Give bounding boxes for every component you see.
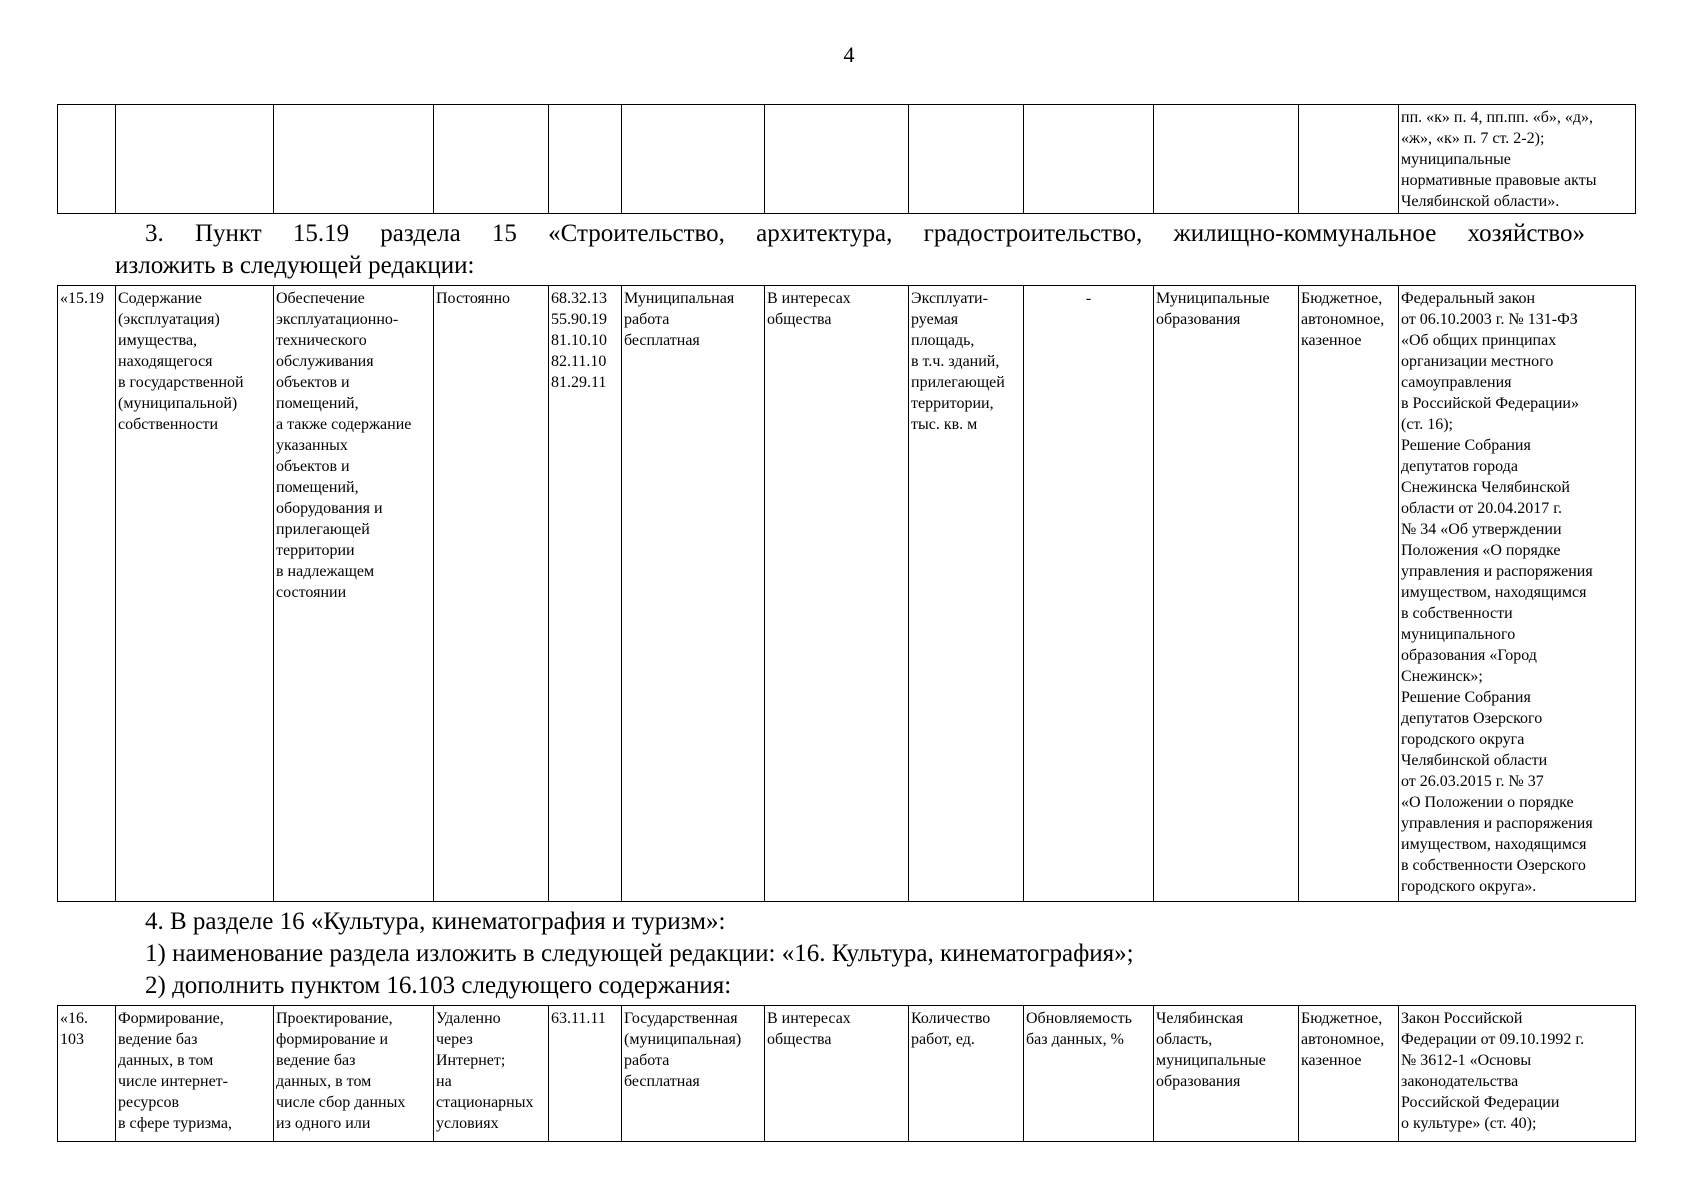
table-row xyxy=(58,286,1636,902)
cell-consumers: В интересах общества xyxy=(765,286,909,902)
cell-consumers: В интересах общества xyxy=(765,1006,909,1142)
cell-volume-indicator: Количество работ, ед. xyxy=(909,1006,1024,1142)
cell-legal-basis: пп. «к» п. 4, пп.пп. «б», «д», «ж», «к» п. 7 ст. 2-2); муниципальные нормативные правовые акты Челябинской области». xyxy=(1399,105,1636,214)
table-16-103 xyxy=(57,1005,1636,1142)
cell-8 xyxy=(909,105,1024,214)
item4-line1: 4. В разделе 16 «Культура, кинематография и туризм»: xyxy=(145,908,726,935)
cell-10 xyxy=(1154,105,1299,214)
cell-11 xyxy=(1299,105,1399,214)
cell-number: «15.19 xyxy=(58,286,116,902)
item3-line2: изложить в следующей редакции: xyxy=(115,252,475,279)
cell-legal-basis: Федеральный закон от 06.10.2003 г. № 131-ФЗ «Об общих принципах организации местного самоуправления в Российской Федерации» (ст. 16); Решение Собрания депутатов города Снежинска Челябинской области от 20.04.2017 г. № 34 «Об утверждении Положения «О порядке управления и распоряжения имуществом, находящимся в собственности муниципального образования «Город Снежинск»; Решение Собрания депутатов Озерского городского округа Челябинской области от 26.03.2015 г. № 37 «О Положении о порядке управления и распоряжения имуществом, находящимся в собственности Озерского городского округа». xyxy=(1399,286,1636,902)
cell-content: Обеспечение эксплуатационно- технического обслуживания объектов и помещений, а также содержание указанных объектов и помещений, оборудования и прилегающей территории в надлежащем состоянии xyxy=(274,286,434,902)
cell-4 xyxy=(434,105,549,214)
cell-5 xyxy=(549,105,622,214)
cell-2 xyxy=(116,105,274,214)
item3-text: 3. Пункт 15.19 раздела 15 «Строительство, архитектура, градостроительство, жилищно-коммунальное хозяйство» xyxy=(145,220,1585,247)
cell-service-name: Формирование, ведение баз данных, в том числе интернет- ресурсов в сфере туризма, xyxy=(116,1006,274,1142)
cell-type: Государственная (муниципальная) работа бесплатная xyxy=(622,1006,765,1142)
cell-level: Муниципальные образования xyxy=(1154,286,1299,902)
item4-line3: 2) дополнить пунктом 16.103 следующего содержания: xyxy=(145,972,732,999)
table-15-19 xyxy=(57,285,1636,902)
cell-9 xyxy=(1024,105,1154,214)
page-number: 4 xyxy=(843,42,855,67)
cell-service-name: Содержание (эксплуатация) имущества, находящегося в государственной (муниципальной) собственности xyxy=(116,286,274,902)
cell-quality-indicator: Обновляемость баз данных, % xyxy=(1024,1006,1154,1142)
item3-line1 xyxy=(145,218,1585,250)
cell-institution-type: Бюджетное, автономное, казенное xyxy=(1299,1006,1399,1142)
cell-institution-type: Бюджетное, автономное, казенное xyxy=(1299,286,1399,902)
cell-volume-indicator: Эксплуати- руемая площадь, в т.ч. зданий, прилегающей территории, тыс. кв. м xyxy=(909,286,1024,902)
cell-legal-basis: Закон Российской Федерации от 09.10.1992 г. № 3612-1 «Основы законодательства Российской Федерации о культуре» (ст. 40); xyxy=(1399,1006,1636,1142)
cell-6 xyxy=(622,105,765,214)
cell-1 xyxy=(58,105,116,214)
cell-quality-indicator: - xyxy=(1024,286,1154,902)
item4-line2: 1) наименование раздела изложить в следующей редакции: «16. Культура, кинематография»; xyxy=(145,940,1134,967)
cell-okved: 68.32.13 55.90.19 81.10.10 82.11.10 81.29.11 xyxy=(549,286,622,902)
cell-content: Проектирование, формирование и ведение баз данных, в том числе сбор данных из одного или xyxy=(274,1006,434,1142)
cell-7 xyxy=(765,105,909,214)
table-row xyxy=(58,1006,1636,1142)
cell-level: Челябинская область, муниципальные образования xyxy=(1154,1006,1299,1142)
cell-type: Муниципальная работа бесплатная xyxy=(622,286,765,902)
cell-okved: 63.11.11 xyxy=(549,1006,622,1142)
cell-number: «16. 103 xyxy=(58,1006,116,1142)
table-continuation xyxy=(57,104,1636,214)
cell-conditions: Постоянно xyxy=(434,286,549,902)
cell-3 xyxy=(274,105,434,214)
table-row xyxy=(58,105,1636,214)
cell-conditions: Удаленно через Интернет; на стационарных условиях xyxy=(434,1006,549,1142)
